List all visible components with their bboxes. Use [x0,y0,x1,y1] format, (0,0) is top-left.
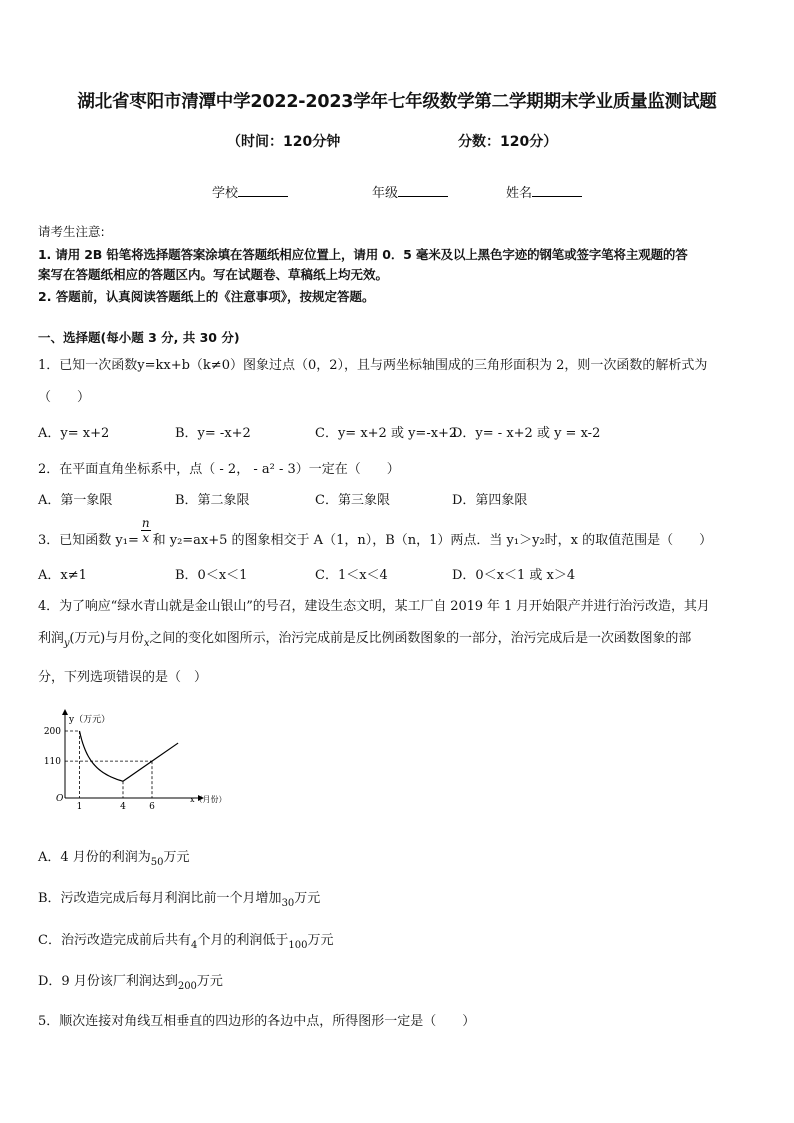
q4-c-pre: C．治污改造完成前后共有 [38,933,191,948]
note-line-1b: 案写在答题纸相应的答题区内。写在试题卷、草稿纸上均无效。 [38,267,389,282]
q4-l2c: 之间的变化如图所示，治污完成前是反比例函数图象的一部分，治污完成后是一次函数图象的部 [149,631,692,646]
exam-score: 分数：120分） [458,134,558,150]
school-label: 学校 [212,186,239,201]
q2-stem: 2．在平面直角坐标系中，点（ - 2， - a² - 3）一定在（ ） [38,462,400,477]
x-axis-label: x（月份） [190,795,227,804]
q4-line-2 [38,627,692,649]
q4-b-value: 30 [281,898,295,909]
q4-b-pre: B．污改造完成后每月利润比前一个月增加 [38,891,282,906]
grade-label: 年级 [372,186,399,201]
q3-option-b[interactable]: B．0＜x＜1 [175,568,248,583]
x-tick-4: 4 [120,802,126,812]
q4-l2a: 利润 [38,631,64,646]
y-tick-200: 200 [43,727,61,737]
q4-d-post: 万元 [196,974,223,989]
school-blank[interactable] [238,184,288,197]
q4-profit-chart [38,698,248,820]
q4-l2b: (万元)与月份 [69,631,144,646]
q1-option-a[interactable]: A．y= x+2 [38,426,110,441]
q3-option-c[interactable]: C．1＜x＜4 [315,568,388,583]
q3-numerator: n [141,516,150,530]
section-heading: 一、选择题(每小题 3 分, 共 30 分) [38,330,240,345]
page-title: 湖北省枣阳市清潭中学2022-2023学年七年级数学第二学期期末学业质量监测试题 [77,92,717,112]
origin-label: O [56,794,64,804]
name-label: 姓名 [506,186,533,201]
y-tick-110: 110 [43,757,61,768]
q2-option-b[interactable]: B．第二象限 [175,493,250,508]
q4-c-post: 万元 [307,933,334,948]
q2-option-c[interactable]: C．第三象限 [315,493,390,508]
x-tick-1: 1 [76,802,83,812]
q4-a-pre: A．4 月份的利润为 [38,850,151,865]
q3-option-d[interactable]: D．0＜x＜1 或 x＞4 [452,568,576,583]
q4-c-mid: 个月的利润低于 [197,933,289,948]
q4-d-pre: D．9 月份该厂利润达到 [38,974,178,989]
q4-var-x: x [143,638,150,649]
q2-option-d[interactable]: D．第四象限 [452,493,528,508]
q3-option-a[interactable]: A．x≠1 [38,568,87,583]
note-line-2: 2. 答题前，认真阅读答题纸上的《注意事项》，按规定答题。 [38,289,375,304]
series-linear-line [123,743,178,781]
q1-paren: （ ） [38,390,91,405]
x-tick-6: 6 [149,802,155,812]
y-axis-label: y（万元） [69,715,111,725]
note-line-1a: 1. 请用 2B 铅笔将选择题答案涂填在答题纸相应位置上，请用 0．5 毫米及以上黑色字迹的钢笔或签字笔将主观题的答 [38,247,688,262]
q4-option-a[interactable] [38,846,190,868]
q3-post: 和 y₂=ax+5 的图象相交于 A（1，n），B（n，1）两点．当 y₁＞y₂时，x 的取值范围是（ ） [152,533,713,548]
q3-pre: 3．已知函数 y₁= [38,533,139,548]
q4-d-value: 200 [177,981,197,992]
q4-option-b[interactable] [38,887,321,909]
q5-stem: 5．顺次连接对角线互相垂直的四边形的各边中点，所得图形一定是（ ） [38,1014,476,1029]
q4-c-value-1: 4 [190,940,198,951]
q3-stem [38,516,712,556]
q4-line-3: 分，下列选项错误的是（ ） [38,670,208,685]
q4-a-post: 万元 [163,850,190,865]
q4-a-value: 50 [150,857,164,868]
q1-option-c[interactable]: C．y= x+2 或 y=-x+2 [315,426,458,441]
q4-line-1: 4．为了响应“绿水青山就是金山银山”的号召，建设生态文明，某工厂自 2019 年 1 月开始限产并进行治污改造，其月 [38,599,710,614]
name-blank[interactable] [532,184,582,197]
series-inverse-curve [80,731,124,781]
grade-field [372,182,448,201]
exam-time: （时间：120分钟 [227,134,341,150]
q1-option-b[interactable]: B．y= -x+2 [175,426,251,441]
q4-var-y: y [63,638,70,649]
notes-title: 请考生注意: [38,224,105,239]
q1-option-d[interactable]: D．y= - x+2 或 y = x-2 [452,426,601,441]
q3-denominator: x [142,531,150,545]
q4-option-d[interactable] [38,970,223,992]
grade-blank[interactable] [398,184,448,197]
q4-c-value-2: 100 [288,940,308,951]
q4-option-c[interactable] [38,929,334,951]
chart-guides [65,731,152,798]
name-field [506,182,582,201]
chart-series [80,731,179,781]
q1-stem: 1．已知一次函数y=kx+b（k≠0）图象过点（0，2），且与两坐标轴围成的三角形面积为 2，则一次函数的解析式为 [38,358,708,373]
school-field [212,182,288,201]
q4-b-post: 万元 [294,891,321,906]
q2-option-a[interactable]: A．第一象限 [38,493,113,508]
q3-fraction [141,516,151,545]
